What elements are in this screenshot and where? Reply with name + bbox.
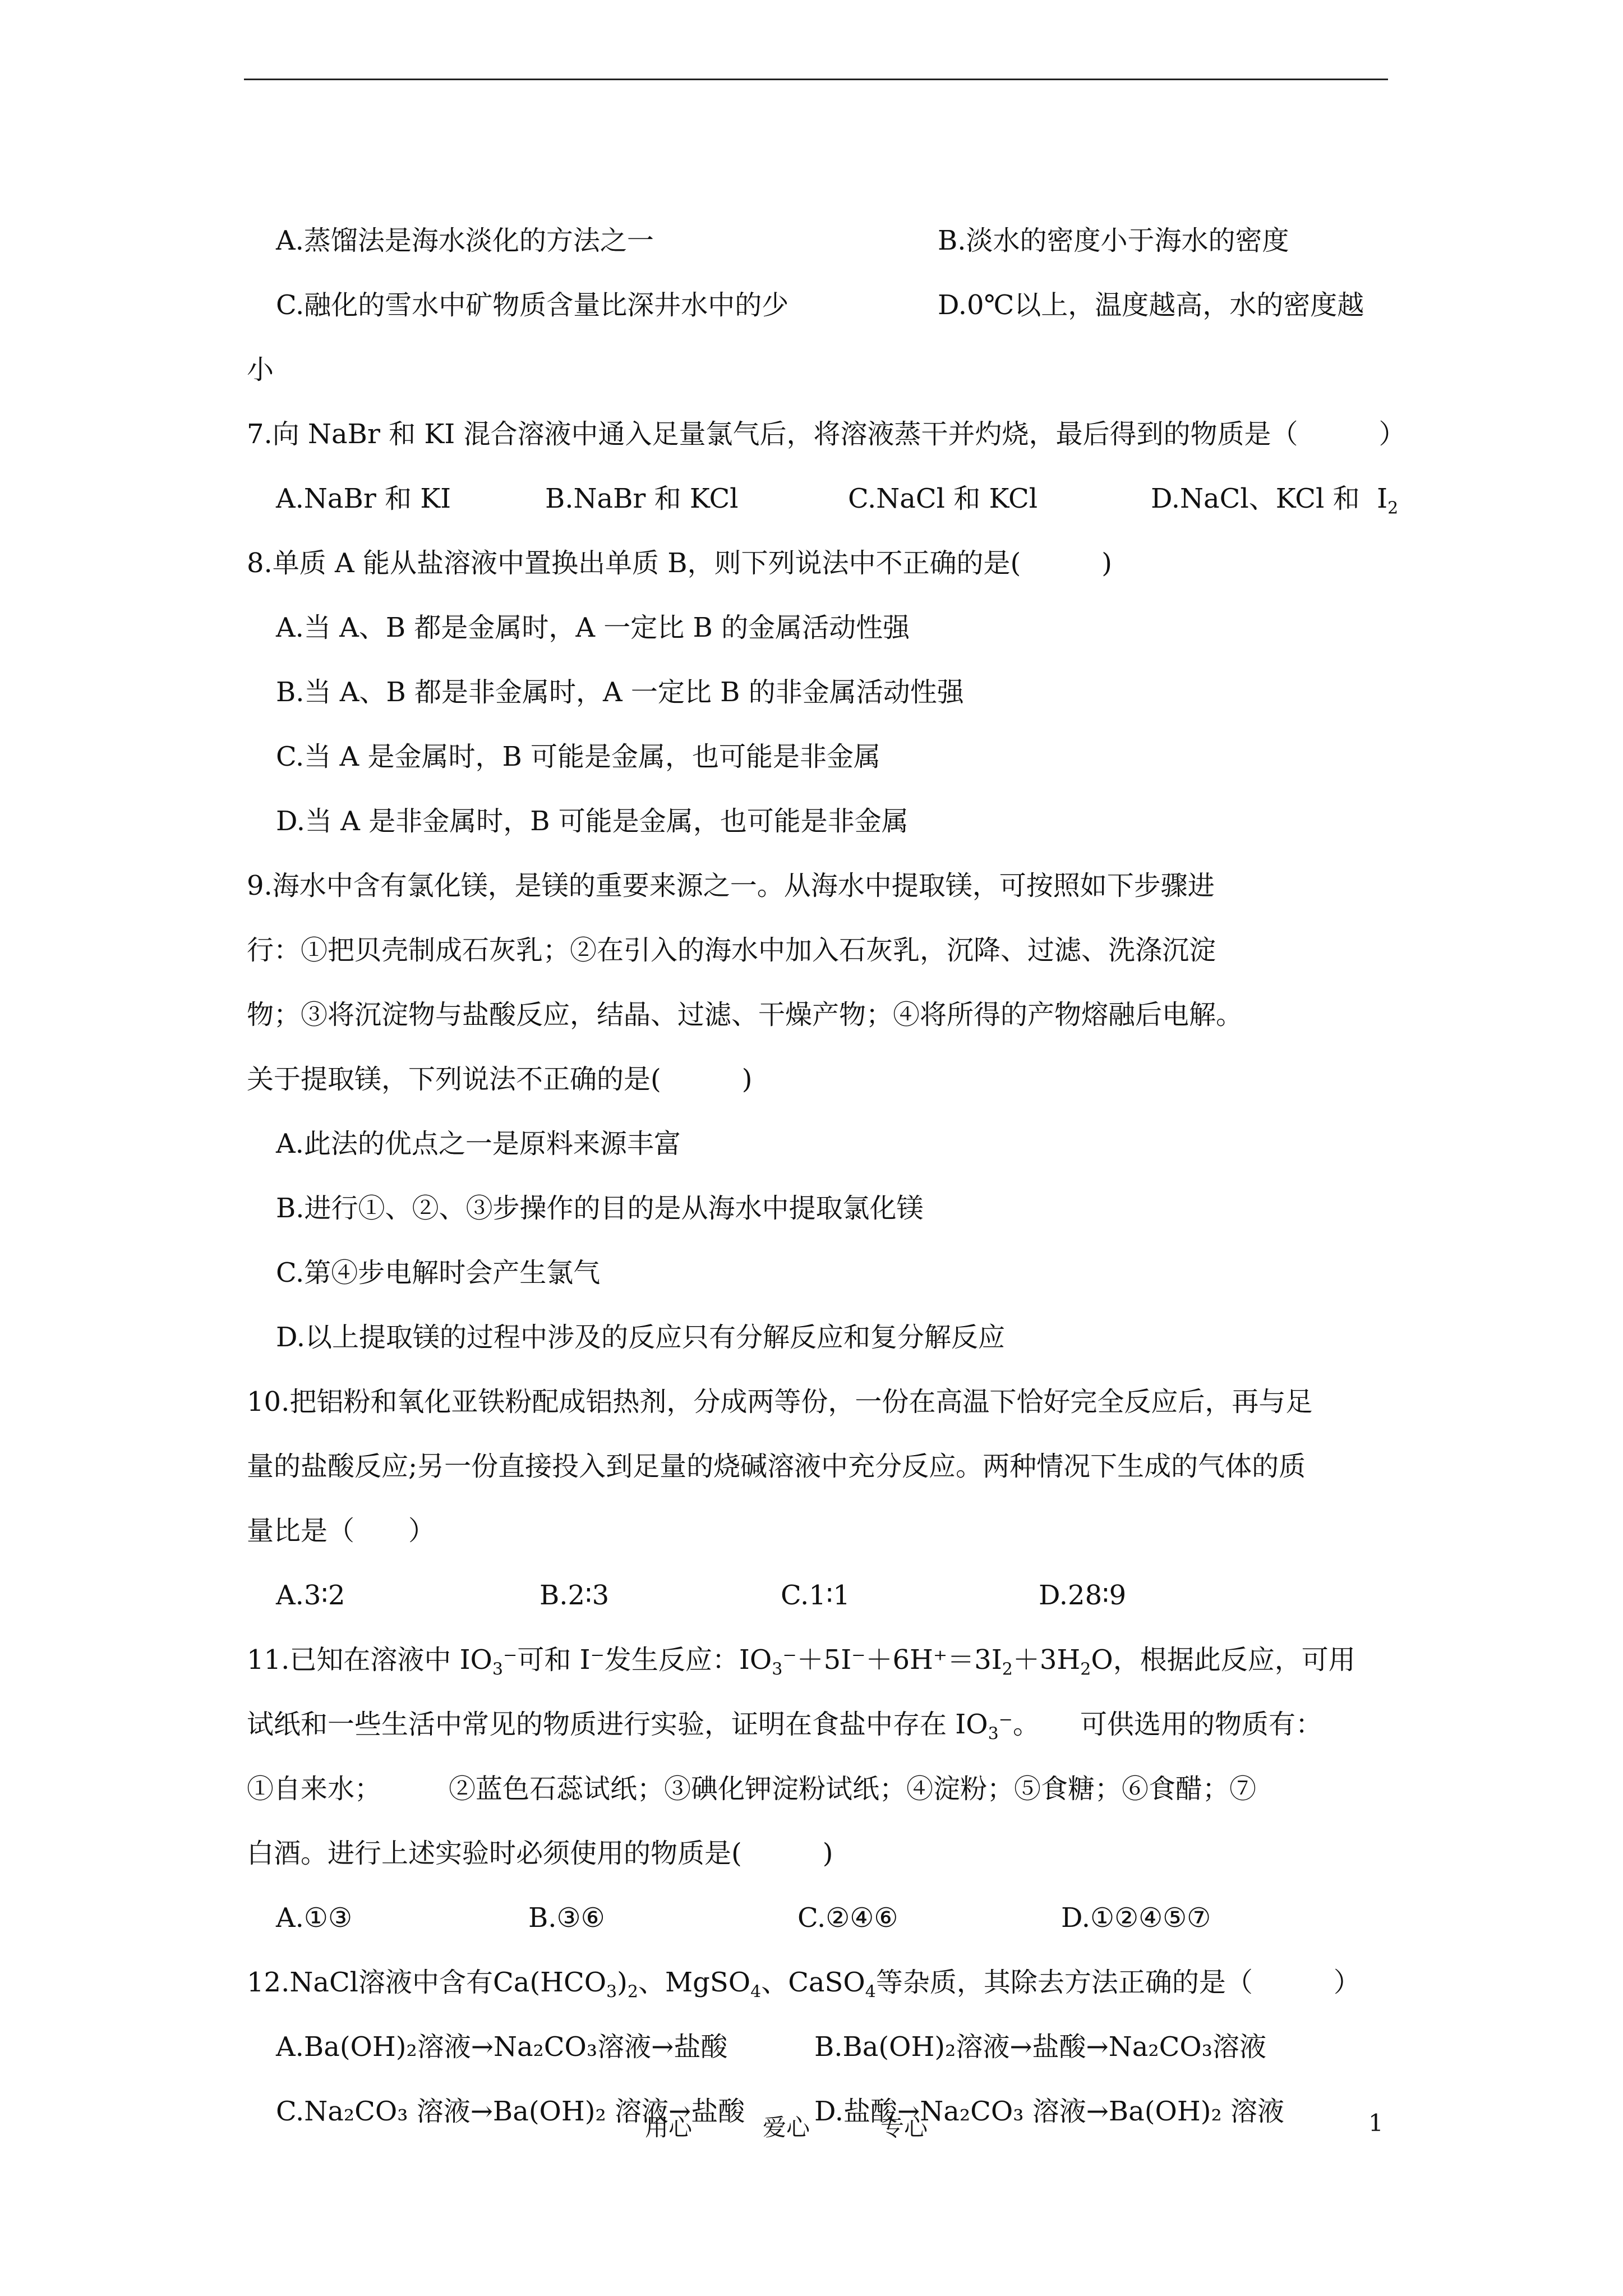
q6-options-row-1: [247, 209, 1413, 273]
q12-text: 12.NaCl溶液中含有Ca(HCO: [247, 1967, 607, 1998]
q9-option-d: D.以上提取镁的过程中涉及的反应只有分解反应和复分解反应: [276, 1322, 1006, 1353]
q12-stem: [247, 1950, 1413, 2015]
q11-text: 试纸和一些生活中常见的物质进行实验，证明在食盐中存在 IO: [247, 1709, 988, 1740]
q11-stem-line-4: 白酒。进行上述实验时必须使用的物质是( ): [247, 1838, 833, 1869]
q7-option-a: A.NaBr 和 KI: [276, 483, 451, 514]
q7-option-d-subscript: 2: [1387, 498, 1399, 518]
footer-slogan: 用心 爱心 专心: [645, 2114, 928, 2141]
q10-stem-line-2: 量的盐酸反应;另一份直接投入到足量的烧碱溶液中充分反应。两种情况下生成的气体的质: [247, 1451, 1306, 1482]
q10-options: [247, 1563, 1413, 1628]
header-rule: [244, 79, 1388, 80]
q9-option-a: A.此法的优点之一是原料来源丰富: [276, 1128, 681, 1159]
q11-text: ＋3H: [1012, 1644, 1081, 1676]
q12-text: ): [617, 1967, 628, 1998]
q12-option-b: B.Ba(OH)₂溶液→盐酸→Na₂CO₃溶液: [814, 2031, 1266, 2063]
q9-stem-line-1: 9.海水中含有氯化镁，是镁的重要来源之一。从海水中提取镁，可按照如下步骤进: [247, 870, 1215, 901]
q12-option-a: A.Ba(OH)₂溶液→Na₂CO₃溶液→盐酸: [276, 2031, 728, 2063]
q11-stem-line-2: [247, 1692, 1413, 1757]
question-page: [247, 209, 1413, 2144]
q11-text: ⁻。 可供选用的物质有：: [998, 1709, 1323, 1740]
q11-text: ⁻可和 I⁻发生反应：IO: [503, 1644, 772, 1676]
q8-option-d: D.当 A 是非金属时，B 可能是金属，也可能是非金属: [276, 806, 909, 837]
q6-options-row-2: [247, 273, 1413, 338]
q8-option-c: C.当 A 是金属时，B 可能是金属，也可能是非金属: [276, 741, 880, 772]
q9-stem-line-2: 行：①把贝壳制成石灰乳；②在引入的海水中加入石灰乳，沉降、过滤、洗涤沉淀: [247, 935, 1216, 966]
q10-option-c: C.1∶1: [781, 1580, 850, 1611]
q7-options: [247, 467, 1413, 531]
q7-option-d: [1151, 467, 1398, 541]
q11-option-b: B.③⑥: [528, 1902, 605, 1934]
q11-stem-line-1: [247, 1628, 1413, 1692]
q11-subscript: 3: [988, 1724, 999, 1744]
q12-text: 等杂质，其除去方法正确的是（ ）: [875, 1967, 1361, 1998]
q10-stem-line-3: 量比是（ ）: [247, 1515, 436, 1547]
q11-subscript: 2: [1080, 1659, 1091, 1680]
q11-subscript: 3: [492, 1659, 504, 1680]
q10-option-a: A.3∶2: [276, 1580, 345, 1611]
q12-option-c: C.Na₂CO₃ 溶液→Ba(OH)₂ 溶液→盐酸: [276, 2096, 745, 2127]
q11-text: O，根据此反应，可用: [1091, 1644, 1355, 1676]
q8-stem: 8.单质 A 能从盐溶液中置换出单质 B，则下列说法中不正确的是( ): [247, 547, 1112, 579]
q11-stem-line-3: ①自来水； ②蓝色石蕊试纸；③碘化钾淀粉试纸；④淀粉；⑤食糖；⑥食醋；⑦: [247, 1773, 1257, 1805]
q6-option-d-wrap: 小: [247, 354, 274, 385]
q11-option-d: D.①②④⑤⑦: [1061, 1902, 1211, 1934]
q12-options-row-1: [247, 2015, 1413, 2079]
q11-options: [247, 1886, 1413, 1950]
q7-option-c: C.NaCl 和 KCl: [848, 483, 1038, 514]
q8-option-b: B.当 A、B 都是非金属时，A 一定比 B 的非金属活动性强: [276, 677, 964, 708]
q9-stem-line-4: 关于提取镁，下列说法不正确的是( ): [247, 1064, 753, 1095]
q7-option-b: B.NaBr 和 KCl: [545, 483, 739, 514]
q6-option-a: A.蒸馏法是海水淡化的方法之一: [276, 225, 654, 256]
q11-text: 11.已知在溶液中 IO: [247, 1644, 492, 1676]
q12-text: 、MgSO: [638, 1967, 751, 1998]
q10-option-b: B.2∶3: [540, 1580, 610, 1611]
q6-option-d: D.0℃以上，温度越高，水的密度越: [938, 289, 1364, 321]
q12-subscript: 4: [750, 1982, 762, 2002]
q11-subscript: 2: [1002, 1659, 1013, 1680]
q12-subscript: 3: [606, 1982, 617, 2002]
q7-stem: 7.向 NaBr 和 KI 混合溶液中通入足量氯气后，将溶液蒸干并灼烧，最后得到的物质是（ ）: [247, 418, 1406, 450]
q10-stem-line-1: 10.把铝粉和氧化亚铁粉配成铝热剂，分成两等份，一份在高温下恰好完全反应后，再与足: [247, 1386, 1313, 1418]
q11-option-a: A.①③: [276, 1902, 352, 1934]
q11-subscript: 3: [772, 1659, 783, 1680]
q9-option-b: B.进行①、②、③步操作的目的是从海水中提取氯化镁: [276, 1193, 924, 1224]
q10-option-d: D.28∶9: [1039, 1580, 1127, 1611]
q11-text: ⁻＋5I⁻＋6H⁺＝3I: [782, 1644, 1002, 1676]
q9-option-c: C.第④步电解时会产生氯气: [276, 1257, 601, 1289]
q12-subscript: 2: [627, 1982, 638, 2002]
q12-option-d: D.盐酸→Na₂CO₃ 溶液→Ba(OH)₂ 溶液: [814, 2096, 1284, 2127]
q9-stem-line-3: 物；③将沉淀物与盐酸反应，结晶、过滤、干燥产物；④将所得的产物熔融后电解。: [247, 999, 1243, 1030]
q6-option-b: B.淡水的密度小于海水的密度: [938, 225, 1289, 256]
q7-option-d-text: D.NaCl、KCl 和 I: [1151, 483, 1388, 514]
q8-option-a: A.当 A、B 都是金属时，A 一定比 B 的金属活动性强: [276, 612, 910, 643]
q12-subscript: 4: [865, 1982, 876, 2002]
q6-option-c: C.融化的雪水中矿物质含量比深井水中的少: [276, 289, 789, 321]
q12-text: 、CaSO: [761, 1967, 865, 1998]
page-number: 1: [1368, 2109, 1384, 2137]
q11-option-c: C.②④⑥: [797, 1902, 898, 1934]
